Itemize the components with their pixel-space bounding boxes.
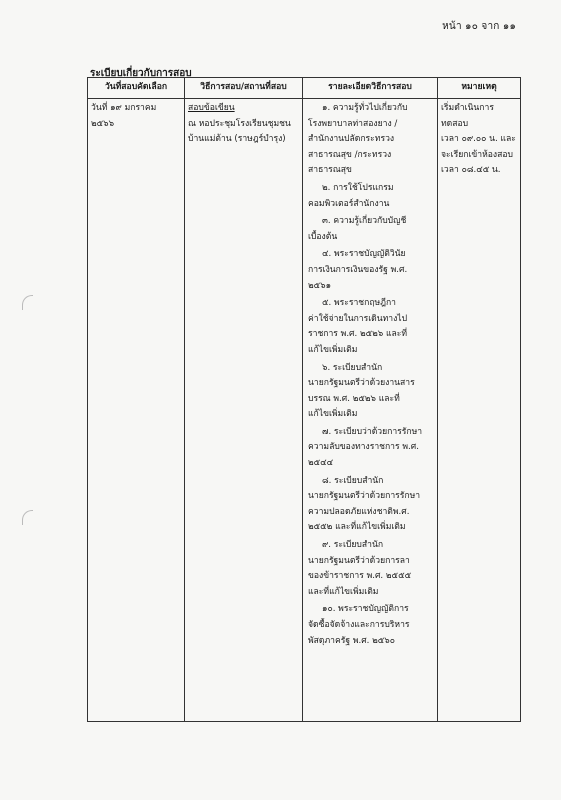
exam-detail-line: นายกรัฐมนตรีว่าด้วยงานสาร xyxy=(308,378,415,389)
exam-date-line: ๒๕๖๖ xyxy=(91,118,115,129)
exam-detail-line: ๒๕๕๒ และที่แก้ไขเพิ่มเติม xyxy=(308,522,406,533)
header-exam-method: วิธีการสอบ/สถานที่สอบ xyxy=(185,78,303,99)
exam-detail-line: ๒๕๖๑ xyxy=(308,280,332,291)
exam-detail-line: ความลับของทางราชการ พ.ศ. xyxy=(308,442,419,453)
exam-detail-item xyxy=(306,361,434,423)
remarks-cell xyxy=(438,99,521,722)
remarks-line: เวลา ๐๙.๐๐ น. และ xyxy=(441,134,516,145)
exam-detail-item xyxy=(306,602,434,649)
exam-date-cell xyxy=(88,99,185,722)
exam-detail-line: สาธารณสุข xyxy=(308,165,352,176)
exam-detail-line: เบื้องต้น xyxy=(308,231,338,242)
exam-detail-line: ๔. พระราชบัญญัติวินัย xyxy=(322,249,406,260)
exam-detail-line: ๑๐. พระราชบัญญัติการ xyxy=(322,604,409,615)
remarks-line: จะเรียกเข้าห้องสอบ xyxy=(441,149,513,160)
header-remarks: หมายเหตุ xyxy=(438,78,521,99)
exam-venue-line: บ้านแม่ต้าน (ราษฎร์บำรุง) xyxy=(188,134,286,145)
exam-detail-item xyxy=(306,181,434,212)
exam-detail-line: การเงินการเงินของรัฐ พ.ศ. xyxy=(308,264,408,275)
header-exam-details: รายละเอียดวิธีการสอบ xyxy=(303,78,438,99)
section-title: ระเบียบเกี่ยวกับการสอบ xyxy=(90,68,192,79)
exam-detail-line: ๕. พระราชกฤษฎีกา xyxy=(322,298,397,309)
exam-detail-item xyxy=(306,214,434,245)
exam-detail-line: ราชการ พ.ศ. ๒๕๒๖ และที่ xyxy=(308,329,408,340)
exam-detail-line: จัดซื้อจัดจ้างและการบริหาร xyxy=(308,620,410,630)
exam-schedule-table xyxy=(87,77,521,722)
exam-detail-line: สำนักงานปลัดกระทรวง xyxy=(308,134,395,145)
exam-detail-line: นายกรัฐมนตรีว่าด้วยการรักษา xyxy=(308,491,421,502)
exam-venue-line: ณ หอประชุมโรงเรียนชุมชน xyxy=(188,118,291,129)
exam-detail-item xyxy=(306,101,434,179)
exam-method: สอบข้อเขียน xyxy=(188,103,235,113)
exam-detail-line: ของข้าราชการ พ.ศ. ๒๕๕๕ xyxy=(308,571,412,582)
exam-detail-line: ๓. ความรู้เกี่ยวกับบัญชี xyxy=(322,216,407,227)
exam-detail-line: ๘. ระเบียบสำนัก xyxy=(322,475,384,486)
margin-mark xyxy=(22,510,33,525)
header-exam-date: วันที่สอบคัดเลือก xyxy=(88,78,185,99)
exam-detail-line: แก้ไขเพิ่มเติม xyxy=(308,409,358,420)
exam-detail-line: ๒๕๔๔ xyxy=(308,458,334,469)
exam-detail-line: ๑. ความรู้ทั่วไปเกี่ยวกับ xyxy=(322,103,408,113)
exam-detail-line: บรรณ พ.ศ. ๒๕๒๖ และที่ xyxy=(308,393,400,404)
exam-detail-line: ๒. การใช้โปรแกรม xyxy=(322,182,394,193)
margin-mark xyxy=(22,295,33,310)
exam-details-cell xyxy=(303,99,438,722)
exam-method-cell xyxy=(185,99,303,722)
table-header-row xyxy=(88,78,521,99)
page-number: หน้า ๑๐ จาก ๑๑ xyxy=(442,21,516,32)
exam-detail-line: ความปลอดภัยแห่งชาติพ.ศ. xyxy=(308,506,410,517)
exam-detail-line: คอมพิวเตอร์สำนักงาน xyxy=(308,198,390,209)
exam-detail-line: โรงพยาบาลท่าสองยาง / xyxy=(308,118,398,129)
remarks-line: เริ่มดำเนินการทดสอบ xyxy=(441,103,494,129)
exam-detail-item xyxy=(306,538,434,600)
exam-detail-line: แก้ไขเพิ่มเติม xyxy=(308,344,358,355)
exam-detail-line: สาธารณสุข /กระทรวง xyxy=(308,149,392,160)
exam-detail-line: ๖. ระเบียบสำนัก xyxy=(322,362,383,373)
exam-detail-item xyxy=(306,296,434,358)
exam-detail-line: และที่แก้ไขเพิ่มเติม xyxy=(308,586,379,597)
exam-detail-item xyxy=(306,247,434,294)
exam-detail-line: ๗. ระเบียบว่าด้วยการรักษา xyxy=(322,426,423,437)
exam-detail-line: พัสดุภาครัฐ พ.ศ. ๒๕๖๐ xyxy=(308,635,396,646)
table-row xyxy=(88,99,521,722)
exam-detail-line: ค่าใช้จ่ายในการเดินทางไป xyxy=(308,313,408,324)
remarks-line: เวลา ๐๘.๔๕ น. xyxy=(441,165,501,176)
exam-detail-line: ๙. ระเบียบสำนัก xyxy=(322,540,384,551)
exam-date-line: วันที่ ๑๙ มกราคม xyxy=(91,103,157,113)
exam-detail-item xyxy=(306,425,434,472)
exam-detail-line: นายกรัฐมนตรีว่าด้วยการลา xyxy=(308,555,410,566)
exam-detail-item xyxy=(306,474,434,536)
